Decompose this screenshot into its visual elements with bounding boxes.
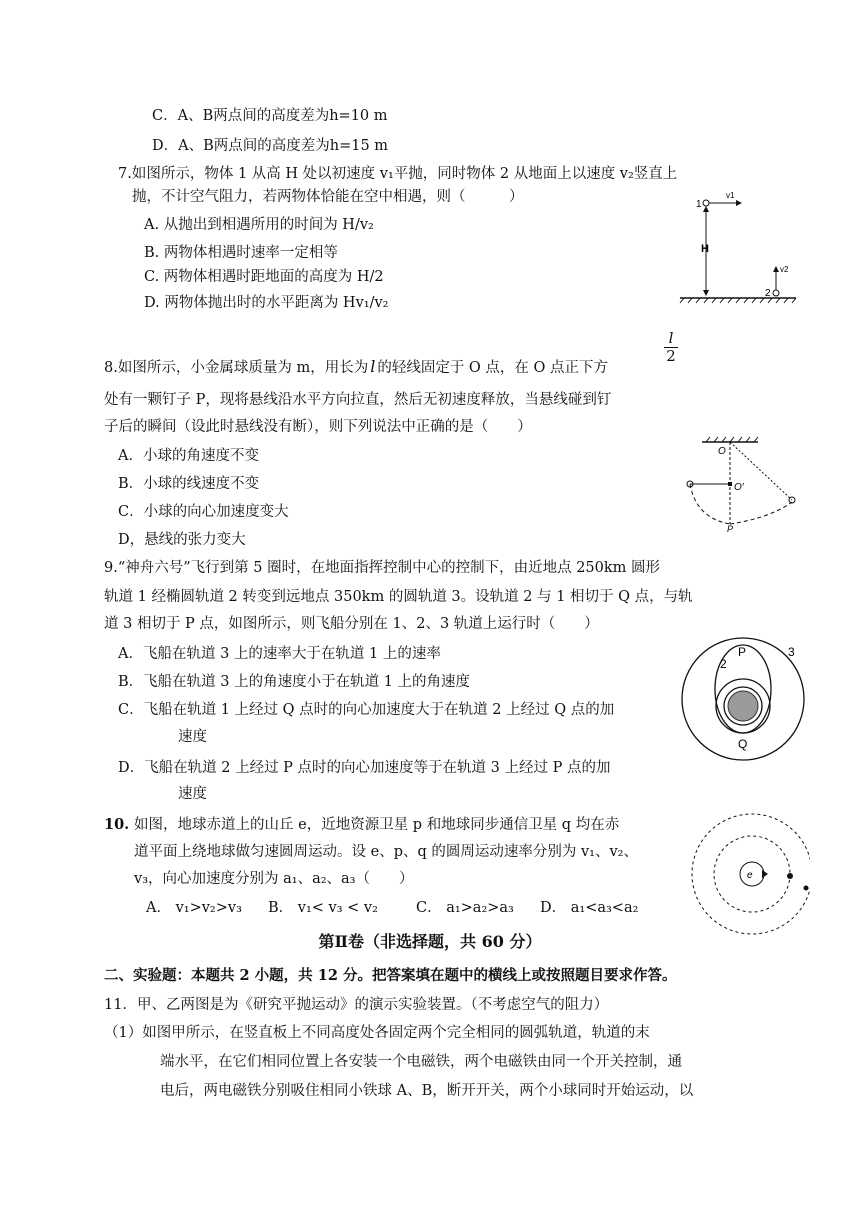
satellite-q: [804, 886, 809, 891]
q9-label-P: P: [738, 645, 747, 659]
nail-P: [728, 482, 732, 486]
q8-stem-line1: 8.如图所示，小金属球质量为 m，用长为 l 的轻线固定于 O 点，在 O 点正下方: [104, 357, 609, 376]
q7-stem-line2: 抛，不计空气阻力，若两物体恰能在空中相遇，则（ ）: [132, 189, 524, 205]
q11-part1-line2: 端水平，在它们相同位置上各安装一个电磁铁，两个电磁铁由同一个开关控制，通: [160, 1054, 682, 1070]
q8-figure: [680, 432, 800, 532]
q7-option-b: B. 两物体相遇时速率一定相等: [144, 245, 338, 261]
earth: [728, 691, 758, 721]
q8-option-c: C．小球的向心加速度变大: [118, 504, 289, 520]
q7-option-a: A. 从抛出到相遇所用的时间为 H/v₂: [144, 217, 374, 233]
q7-stem-line1: 7.如图所示，物体 1 从高 H 处以初速度 v₁平抛，同时物体 2 从地面上以速度 v₂竖直上: [118, 166, 678, 182]
q7-label-v1: v1: [726, 191, 735, 200]
q9-option-d-line2: 速度: [178, 786, 207, 802]
q8-option-d: D，悬线的张力变大: [118, 532, 246, 548]
q9-label-Q: Q: [738, 737, 748, 751]
q8-fraction: l 2: [664, 330, 678, 365]
q10-option-d: D． a₁<a₃<a₂: [540, 900, 639, 916]
object-2: [773, 290, 779, 296]
q8-option-a: A．小球的角速度不变: [118, 448, 259, 464]
q11-part1-line1: （1）如图甲所示，在竖直板上不同高度处各固定两个完全相同的圆弧轨道，轨道的末: [104, 1025, 650, 1041]
q9-option-d-line1: D．飞船在轨道 2 上经过 P 点时的向心加速度等于在轨道 3 上经过 P 点的加: [118, 760, 611, 776]
q9-label-3: 3: [788, 645, 795, 659]
q8-length-l: l: [370, 357, 376, 376]
mountain-e: [762, 870, 768, 878]
q9-figure: [678, 634, 808, 764]
q10-option-c: C． a₁>a₂>a₃: [416, 900, 514, 916]
q10-stem-line1: 如图，地球赤道上的山丘 e，近地资源卫星 p 和地球同步通信卫星 q 均在赤: [134, 817, 620, 833]
q11-stem: 11．甲、乙两图是为《研究平抛运动》的演示实验装置。（不考虑空气的阻力）: [104, 997, 609, 1013]
q10-option-b: B． v₁< v₃ < v₂: [268, 900, 378, 916]
q10-number: 10.: [104, 816, 130, 833]
q7-option-d: D. 两物体抛出时的水平距离为 Hv₁/v₂: [144, 295, 389, 311]
q10-option-a: A． v₁>v₂>v₃: [146, 900, 242, 916]
q10-label-e: e: [747, 870, 753, 881]
q7-option-c: C. 两物体相遇时距地面的高度为 H/2: [144, 269, 384, 285]
q9-stem-line2: 轨道 1 经椭圆轨道 2 转变到远地点 350km 的圆轨道 3。设轨道 2 与 1 相切于 Q 点，与轨: [104, 589, 693, 605]
satellite-p: [787, 873, 793, 879]
object-1: [703, 200, 709, 206]
q6-option-c: C．A、B两点间的高度差为h=10 m: [152, 108, 388, 124]
q8-label-P: P: [727, 524, 734, 532]
q8-stem-line2: 处有一颗钉子 P，现将悬线沿水平方向拉直，然后无初速度释放，当悬线碰到钉: [104, 392, 612, 408]
q7-label-1: 1: [696, 199, 702, 210]
q7-label-2: 2: [765, 288, 771, 299]
q8-label-O2: O′: [734, 482, 744, 493]
q9-option-c-line2: 速度: [178, 729, 207, 745]
part2-heading: 二、实验题：本题共 2 小题，共 12 分。把答案填在题中的横线上或按照题目要求作答。: [104, 967, 677, 984]
q7-label-H: H: [701, 243, 709, 255]
q7-label-v2: v2: [780, 265, 789, 274]
q9-stem-line3: 道 3 相切于 P 点，如图所示，则飞船分别在 1、2、3 轨道上运行时（ ）: [104, 616, 599, 632]
q9-label-2: 2: [720, 657, 727, 671]
q9-option-c-line1: C．飞船在轨道 1 上经过 Q 点时的向心加速度大于在轨道 2 上经过 Q 点的加: [118, 702, 615, 718]
q9-option-b: B．飞船在轨道 3 上的角速度小于在轨道 1 上的角速度: [118, 674, 471, 690]
q9-option-a: A．飞船在轨道 3 上的速率大于在轨道 1 上的速率: [118, 646, 441, 662]
swing-arc: [690, 484, 730, 524]
q7-figure: [676, 186, 800, 314]
q9-stem-line1: 9.“神舟六号”飞行到第 5 圈时，在地面指挥控制中心的控制下，由近地点 250km 圆形: [104, 560, 661, 576]
q8-label-O: O: [718, 446, 726, 457]
q10-stem-line2: 道平面上绕地球做匀速圆周运动。设 e、p、q 的圆周运动速率分别为 v₁、v₂、: [134, 844, 638, 860]
q8-option-b: B．小球的线速度不变: [118, 476, 260, 492]
q6-option-d: D．A、B两点间的高度差为h=15 m: [152, 138, 389, 154]
section-title: 第Ⅱ卷（非选择题，共 60 分）: [318, 932, 542, 951]
q11-part1-line3: 电后，两电磁铁分别吸住相同小铁球 A、B，断开开关，两个小球同时开始运动，以: [160, 1083, 694, 1099]
q10-figure: [678, 808, 810, 940]
q10-stem-line3: v₃，向心加速度分别为 a₁、a₂、a₃（ ）: [134, 871, 414, 887]
q8-stem-line3: 子后的瞬间（设此时悬线没有断），则下列说法中正确的是（ ）: [104, 419, 532, 435]
